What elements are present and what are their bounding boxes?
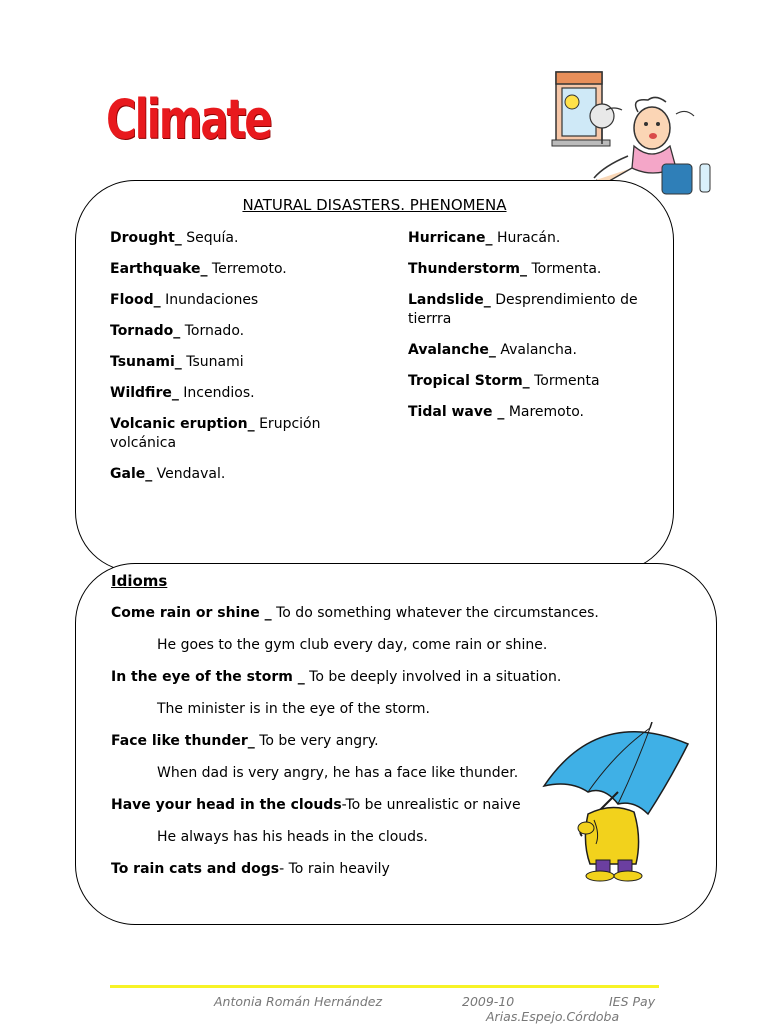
vocab-term: Thunderstorm_	[408, 261, 528, 277]
vocab-translation: Inundaciones	[160, 292, 259, 308]
vocab-translation: Vendaval.	[152, 466, 226, 482]
vocab-translation: Huracán.	[492, 230, 561, 246]
idiom-item	[111, 860, 541, 879]
idiom-phrase: Come rain or shine _	[111, 605, 272, 621]
natural-disasters-box	[75, 180, 674, 572]
vocab-term: Tropical Storm_	[408, 373, 530, 389]
idiom-meaning: -To be unrealistic or naive	[341, 797, 521, 813]
disasters-left-column	[110, 229, 360, 496]
vocab-term: Tsunami_	[110, 354, 182, 370]
idiom-example: He always has his heads in the clouds.	[157, 829, 428, 845]
vocab-translation: Erupción volcánica	[110, 416, 321, 451]
idioms-heading: Idioms	[111, 572, 168, 590]
vocab-term: Wildfire_	[110, 385, 179, 401]
idiom-meaning: To do something whatever the circumstances.	[271, 605, 599, 621]
idiom-example: When dad is very angry, he has a face like thunder.	[157, 765, 519, 781]
idiom-item	[111, 668, 562, 687]
vocab-translation: Tornado.	[180, 323, 245, 339]
idiom-example: The minister is in the eye of the storm.	[157, 701, 430, 717]
vocab-item	[110, 384, 360, 403]
idiom-phrase: In the eye of the storm _	[111, 669, 305, 685]
vocab-item	[110, 291, 360, 310]
vocab-translation: Maremoto.	[504, 404, 585, 420]
vocab-item	[110, 353, 360, 372]
vocab-term: Flood_	[110, 292, 161, 308]
vocab-term: Earthquake_	[110, 261, 208, 277]
vocab-item	[408, 229, 658, 248]
footer-school-line2: Arias.Espejo.Córdoba	[486, 1009, 620, 1024]
vocab-item	[110, 322, 360, 341]
vocab-term: Hurricane_	[408, 230, 493, 246]
vocab-term: Avalanche_	[408, 342, 496, 358]
vocab-term: Tidal wave _	[408, 404, 505, 420]
vocab-translation: Tormenta	[529, 373, 600, 389]
vocab-translation: Sequía.	[181, 230, 239, 246]
idiom-phrase: Face like thunder_	[111, 733, 255, 749]
idiom-phrase: Have your head in the clouds	[111, 797, 342, 813]
idiom-item	[111, 732, 541, 751]
idiom-phrase: To rain cats and dogs	[111, 861, 280, 877]
vocab-term: Tornado_	[110, 323, 181, 339]
vocab-translation: Avalancha.	[495, 342, 577, 358]
vocab-item	[408, 260, 658, 279]
vocab-term: Drought_	[110, 230, 182, 246]
vocab-translation: Tormenta.	[527, 261, 602, 277]
page-title: Climate	[106, 88, 271, 151]
footer-year: 2009-10	[462, 994, 515, 1009]
vocab-term: Volcanic eruption_	[110, 416, 255, 432]
vocab-translation: Incendios.	[178, 385, 255, 401]
umbrella-child-illustration	[538, 722, 698, 882]
vocab-translation: Desprendimiento de tierrra	[408, 292, 638, 327]
vocab-item	[110, 260, 360, 279]
vocab-term: Landslide_	[408, 292, 491, 308]
vocab-item	[408, 341, 658, 360]
vocab-item	[110, 415, 360, 453]
disasters-right-column	[408, 229, 658, 434]
vocab-item	[110, 465, 360, 484]
vocab-term: Gale_	[110, 466, 153, 482]
vocab-item	[408, 372, 658, 391]
footer-rule	[110, 985, 659, 988]
hot-person-illustration	[550, 68, 720, 198]
idiom-meaning: To be deeply involved in a situation.	[304, 669, 562, 685]
idiom-meaning: - To rain heavily	[279, 861, 390, 877]
vocab-item	[110, 229, 360, 248]
idiom-item	[111, 796, 541, 815]
vocab-translation: Terremoto.	[207, 261, 287, 277]
idioms-list	[111, 604, 599, 892]
vocab-item	[408, 291, 658, 329]
disasters-heading: NATURAL DISASTERS. PHENOMENA	[242, 196, 507, 214]
idiom-example: He goes to the gym club every day, come rain or shine.	[157, 637, 548, 653]
idiom-item	[111, 604, 599, 623]
idiom-meaning: To be very angry.	[254, 733, 379, 749]
footer-author: Antonia Román Hernández	[214, 994, 383, 1009]
footer-school-line1: IES Pay	[609, 994, 656, 1009]
vocab-item	[408, 403, 658, 422]
vocab-translation: Tsunami	[181, 354, 244, 370]
